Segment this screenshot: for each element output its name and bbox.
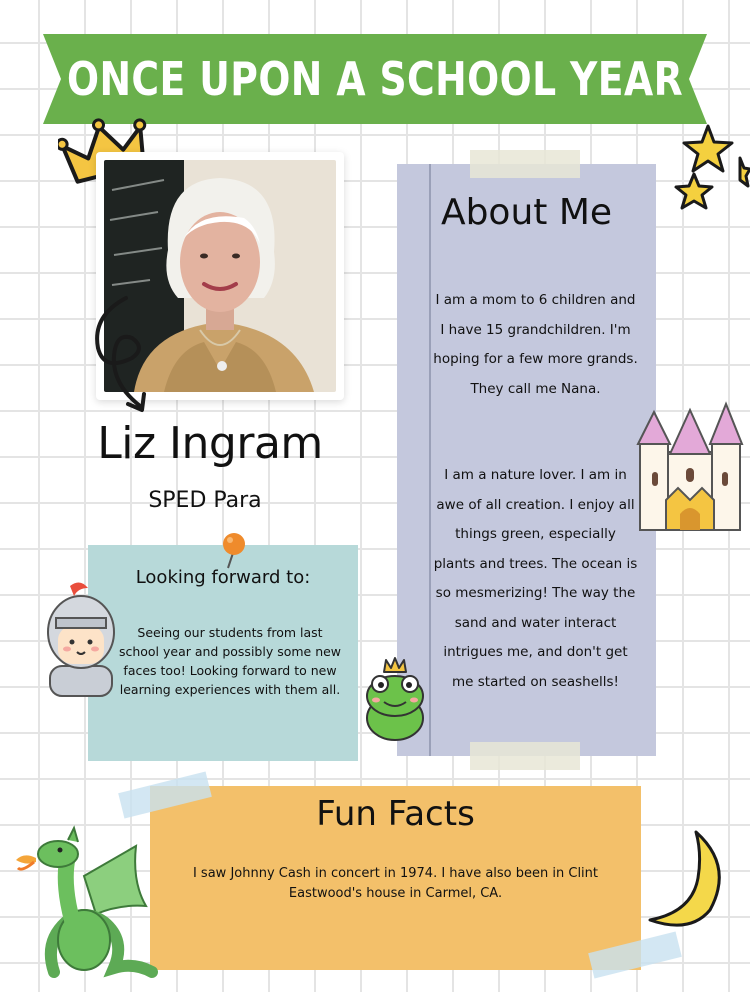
tape-bottom [470,742,580,770]
fun-facts-card [150,786,641,970]
looking-forward-title: Looking forward to: [135,567,311,588]
person-role: SPED Para [148,488,262,513]
pushpin-icon [214,528,254,572]
header-banner [43,34,707,124]
stars-icon [670,122,750,222]
moon-icon [642,826,732,936]
knight-icon [40,578,122,700]
about-me-title: About Me [440,192,613,233]
tape-top [470,150,580,178]
frog-prince-icon [360,656,430,742]
castle-icon [630,392,750,542]
fun-facts-title: Fun Facts [316,794,475,834]
about-me-paragraph-1: I am a mom to 6 children and I have 15 grandchildren. I'm hoping for a few more grands. They call me Nana. [433,292,638,397]
person-name: Liz Ingram [97,418,323,469]
fun-facts-body: I saw Johnny Cash in concert in 1974. I have also been in Clint Eastwood's house in Carmel, CA. [192,866,599,901]
page-title: ONCE UPON A SCHOOL YEAR [66,52,684,106]
dragon-icon [14,822,164,982]
about-me-paragraph-2: I am a nature lover. I am in awe of all creation. I enjoy all things green, especially plants and trees. The ocean is so mesmerizing! The way the sand and water interact intrigues me, and don't get me started on seashells! [433,467,638,690]
looking-forward-body: Seeing our students from last school year and possibly some new faces too! Looking forward to new learning experiences with them all. [118,625,342,697]
about-me-card [397,164,656,756]
looking-forward-card [88,545,358,761]
curved-arrow-icon [88,292,168,422]
